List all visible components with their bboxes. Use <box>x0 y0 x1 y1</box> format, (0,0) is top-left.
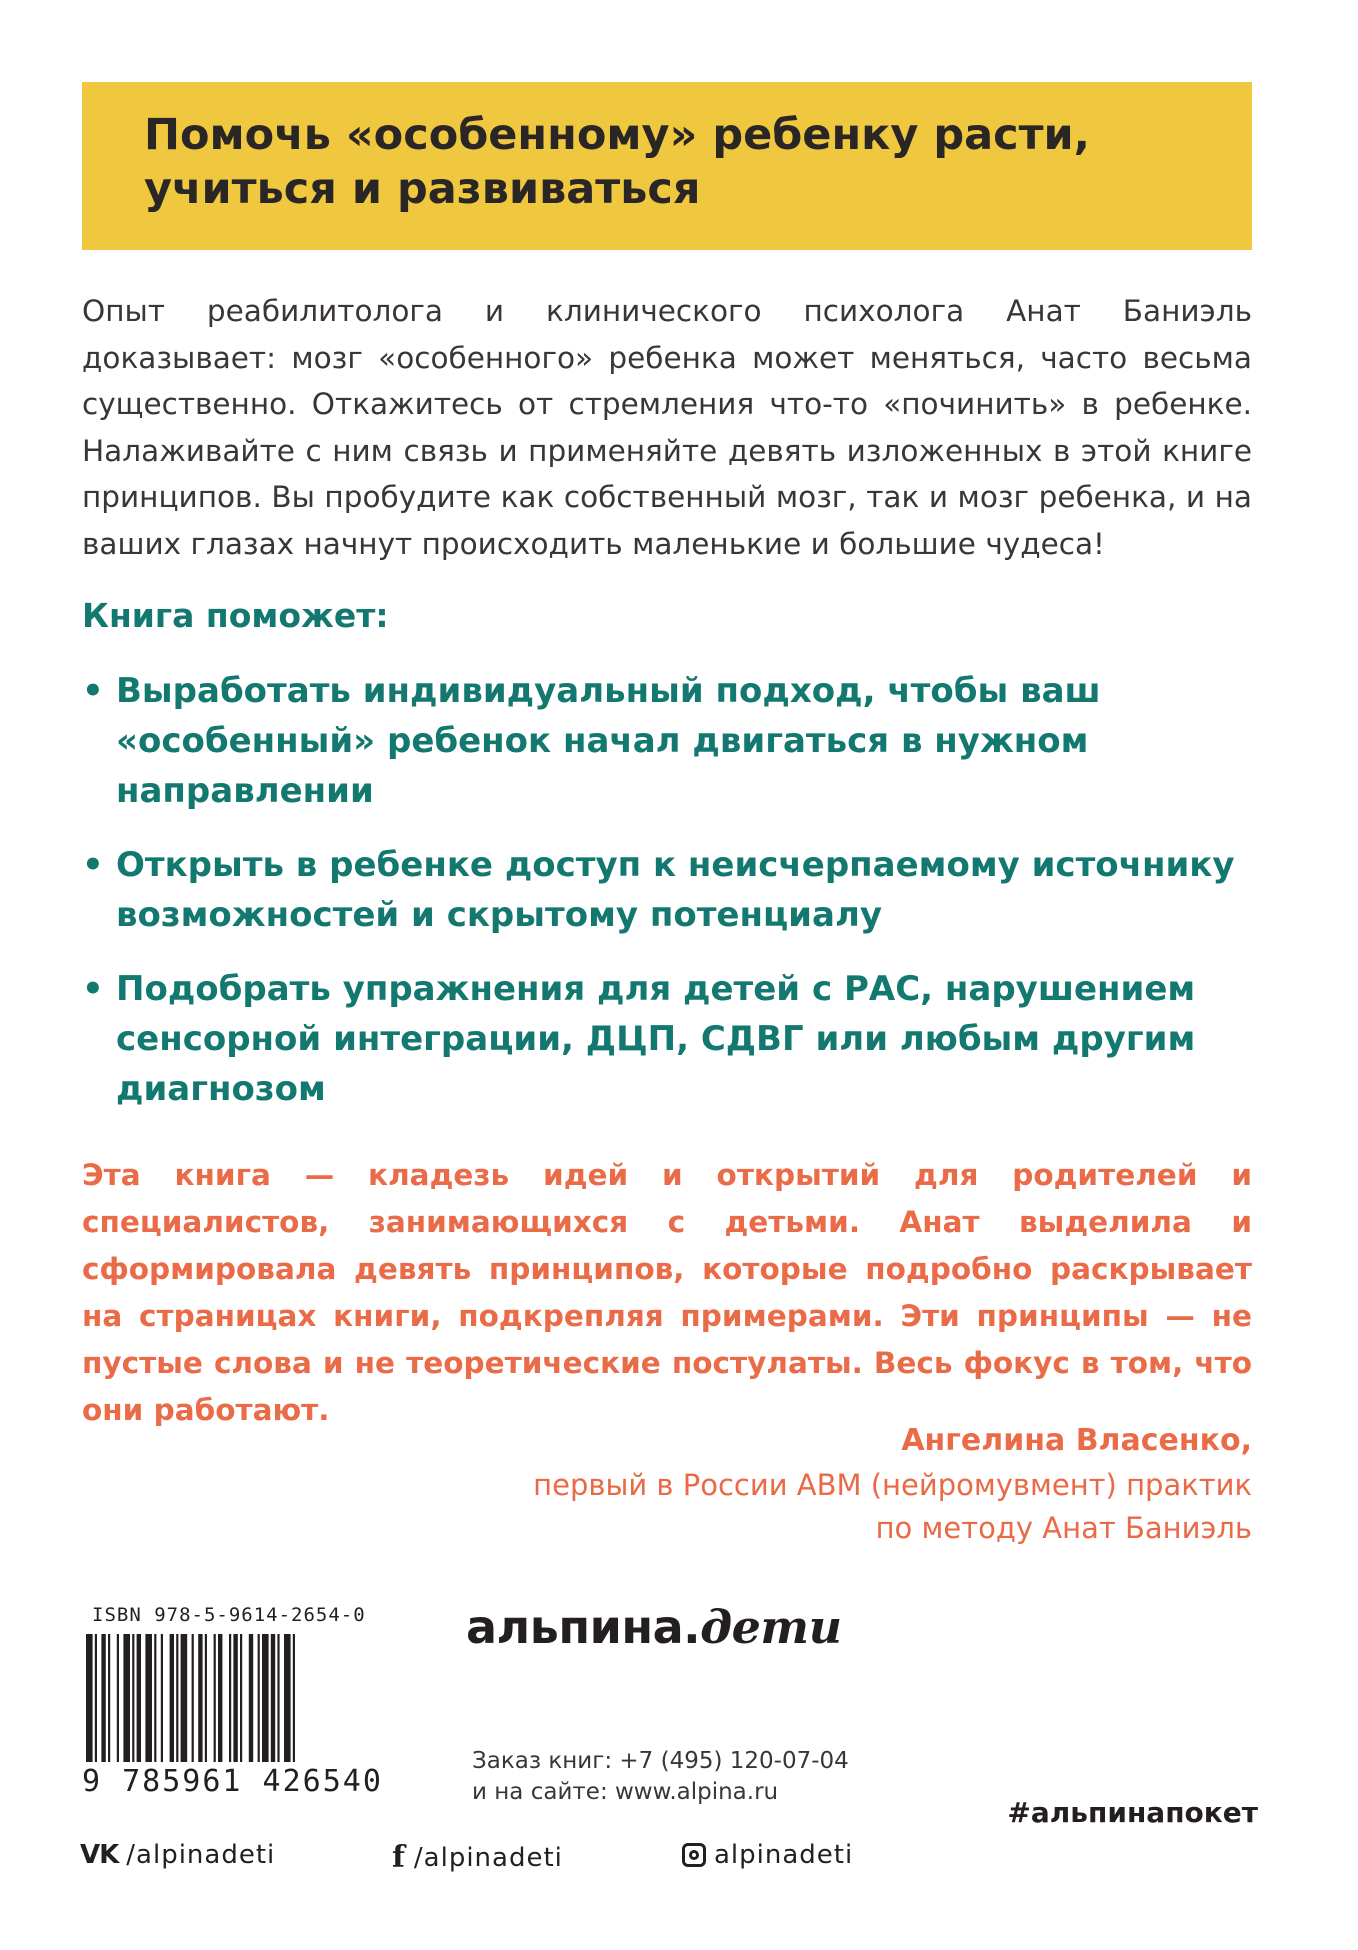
tagline-line-1: Помочь «особенному» ребенку расти, <box>144 110 1091 160</box>
bullet-icon: • <box>82 671 104 711</box>
benefit-item-1 <box>82 666 1252 816</box>
facebook-icon: f <box>392 1840 406 1875</box>
vk-handle: /alpinadeti <box>126 1840 276 1870</box>
publisher-logo <box>466 1600 842 1654</box>
vk-icon: VK <box>80 1840 119 1870</box>
isbn-barcode <box>82 1604 412 1799</box>
benefit-item-2 <box>82 840 1252 940</box>
order-info <box>472 1746 849 1808</box>
bullet-icon: • <box>82 969 104 1009</box>
logo-word: альпина. <box>466 1600 701 1654</box>
benefit-text: Выработать индивидуальный подход, чтобы ваш «особенный» ребенок начал двигаться в нужном направлении <box>116 671 1101 811</box>
ean-number: 9 785961 426540 <box>82 1764 383 1799</box>
bullet-icon: • <box>82 845 104 885</box>
tagline-line-2: учиться и развиваться <box>144 164 701 214</box>
quote-author-role: первый в России ABM (нейромувмент) практик по методу Анат Баниэль <box>533 1468 1252 1545</box>
social-vk[interactable] <box>80 1840 275 1870</box>
instagram-handle: alpinadeti <box>714 1840 854 1870</box>
order-website: и на сайте: www.alpina.ru <box>472 1779 779 1805</box>
social-facebook[interactable] <box>392 1840 563 1875</box>
benefit-item-3 <box>82 964 1252 1114</box>
intro-paragraph <box>82 288 1252 567</box>
facebook-handle: /alpinadeti <box>413 1842 563 1873</box>
book-tagline <box>144 108 1204 216</box>
isbn-number: ISBN 978-5-9614-2654-0 <box>92 1604 366 1626</box>
order-phone: Заказ книг: +7 (495) 120-07-04 <box>472 1748 849 1774</box>
intro-text: Опыт реабилитолога и клинического психолога Анат Баниэль доказывает: мозг «особенного» ребенка может меняться, часто весьма существенно. Откажитесь от стремления что-то «починить» в ребенке. Налаживайте с ним связь и применяйте девять изложенных в этой книге принципов. Вы пробудите как собственный мозг, так и мозг ребенка, и на ваших глазах начнут происходить маленькие и большие чудеса! <box>82 294 1252 561</box>
social-links <box>80 1840 1260 1880</box>
benefits-heading: Книга поможет: <box>82 596 389 635</box>
logo-script: дети <box>700 1600 842 1654</box>
instagram-icon <box>682 1843 706 1867</box>
quote-attribution <box>533 1418 1252 1550</box>
benefits-list <box>82 666 1252 1138</box>
social-instagram[interactable] <box>682 1840 853 1870</box>
hashtag: #альпинапокет <box>1007 1796 1258 1829</box>
quote-author: Ангелина Власенко, <box>901 1423 1252 1458</box>
review-quote: Эта книга — кладезь идей и открытий для родителей и специалистов, занимающихся с детьми. Анат выделила и сформировала девять принципов, которые подробно раскрывает на страницах книги, подкрепляя примерами. Эти принципы — не пустые слова и не теоретические постулаты. Весь фокус в том, что они работают. <box>82 1158 1252 1427</box>
title-banner <box>82 82 1252 250</box>
barcode-icon <box>82 1634 412 1762</box>
benefit-text: Открыть в ребенке доступ к неисчерпаемому источнику возможностей и скрытому потенциалу <box>116 845 1235 935</box>
benefit-text: Подобрать упражнения для детей с РАС, нарушением сенсорной интеграции, ДЦП, СДВГ или любым другим диагнозом <box>116 969 1196 1109</box>
